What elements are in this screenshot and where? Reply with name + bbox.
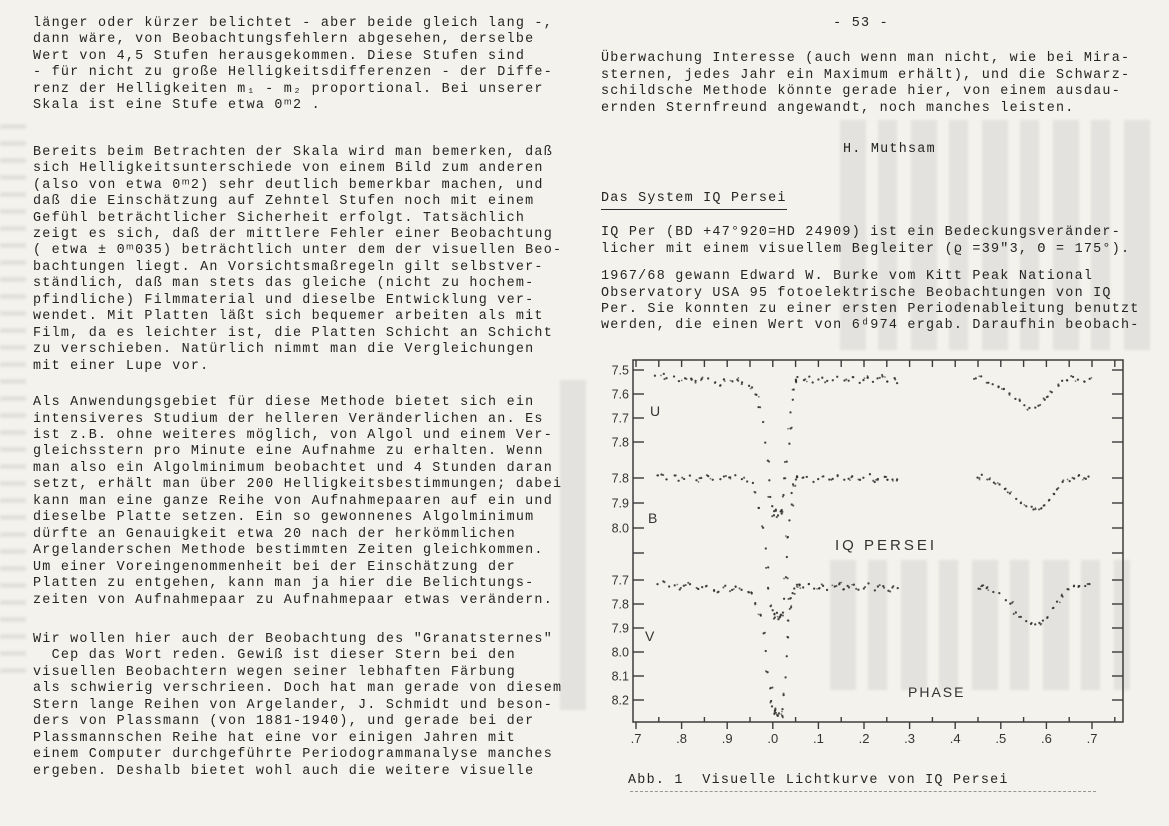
svg-text:.5: .5 — [995, 731, 1007, 746]
svg-text:7.8: 7.8 — [611, 435, 629, 450]
paragraph — [33, 632, 578, 780]
text-line: ders von Plassmann (von 1881-1940), und gerade bei der — [33, 714, 535, 730]
text-line: dieselbe Platte setzen. Ein so gewonnenes Algolminimum — [33, 510, 535, 526]
right-column — [601, 16, 1163, 335]
svg-text:8.0: 8.0 — [611, 645, 629, 660]
svg-text:.3: .3 — [904, 731, 916, 746]
author-signature: H. Muthsam — [843, 142, 936, 158]
text-line: Bereits beim Betrachten der Skala wird man bemerken, daß — [33, 144, 553, 160]
svg-text:.4: .4 — [949, 731, 961, 746]
text-line: Film, da es leichter ist, die Platten Schicht an Schicht — [33, 325, 553, 341]
text-line: Platten zu entgehen, kann man ja hier die Belichtungs- — [33, 576, 535, 592]
text-line: ständlich, daß man stets das gleiche (nicht zu hochem- — [33, 276, 535, 292]
text-line: dann wäre, von Beobachtungsfehlern abgesehen, derselbe — [33, 32, 535, 48]
svg-text:7.8: 7.8 — [611, 471, 629, 486]
text-line: mit einer Lupe vor. — [33, 358, 210, 374]
text-line: länger oder kürzer belichtet - aber beide gleich lang -, — [33, 16, 553, 31]
svg-text:.9: .9 — [721, 731, 733, 746]
light-curve-chart — [600, 350, 1165, 762]
text-line: renz der Helligkeiten m₁ - m₂ proportional. Bei unserer — [33, 81, 544, 97]
text-line: Wir wollen hier auch der Beobachtung des "Granatsternes" — [33, 631, 553, 647]
text-line: sich Helligkeitsunterschiede von einem Bild zum anderen — [33, 161, 544, 177]
text-line: ( etwa ± 0ᵐ035) beträchtlich unter dem der visuellen Beo- — [33, 243, 563, 259]
text-line: Um einer Voreingenommenheit bei der Einschätzung der — [33, 559, 516, 575]
svg-text:7.8: 7.8 — [611, 597, 629, 612]
svg-text:.7: .7 — [630, 731, 642, 746]
text-line: sternen, jedes Jahr ein Maximum erhält), und die Schwarz- — [601, 67, 1131, 83]
svg-text:.1: .1 — [812, 731, 824, 746]
left-column — [33, 16, 578, 780]
text-line: ist z.B. ohne weiteres möglich, von Algol und einem Ver- — [33, 427, 553, 443]
text-line: ergeben. Deshalb bietet wohl auch die weitere visuelle — [33, 763, 535, 779]
text-line: zu verschieben. Natürlich nimmt man die Vergleichungen — [33, 342, 535, 358]
svg-text:.7: .7 — [1086, 731, 1098, 746]
svg-text:.0: .0 — [767, 731, 779, 746]
paragraph — [601, 269, 1163, 335]
text-line: schildsche Methode könnte gerade hier, von einem ausdau- — [601, 84, 1121, 100]
svg-text:U: U — [650, 403, 661, 419]
svg-text:8.0: 8.0 — [611, 521, 629, 536]
text-line: Als Anwendungsgebiet für diese Methode bietet sich ein — [33, 395, 535, 411]
text-line: (also von etwa 0ᵐ2) sehr deutlich bemerkbar machen, und — [33, 177, 544, 193]
figure-caption: Abb. 1 Visuelle Lichtkurve von IQ Persei — [628, 773, 1009, 788]
text-line: setzt, erhält man über 200 Helligkeitsbestimmungen; dabei — [33, 477, 563, 493]
paragraph — [601, 51, 1163, 117]
text-line: werden, die einen Wert von 6ᵈ974 ergab. Daraufhin beobach- — [601, 318, 1140, 334]
svg-text:8.2: 8.2 — [611, 693, 629, 708]
svg-text:7.6: 7.6 — [611, 387, 629, 402]
svg-text:7.7: 7.7 — [611, 573, 629, 588]
text-line: Überwachung Interesse (auch wenn man nicht, wie bei Mira- — [601, 51, 1131, 67]
svg-text:7.7: 7.7 — [611, 411, 629, 426]
paragraph — [33, 395, 578, 609]
svg-text:8.1: 8.1 — [611, 669, 629, 684]
text-line: wendet. Mit Platten läßt sich bequemer arbeiten als mit — [33, 309, 544, 325]
section-heading: Das System IQ Persei — [601, 191, 787, 210]
text-line: Plassmannschen Reihe hat eine vor einigen Jahren mit — [33, 730, 516, 746]
text-line: licher mit einem visuellem Begleiter (ϱ =39″3, Θ = 175°). — [601, 241, 1131, 257]
svg-text:.8: .8 — [676, 731, 688, 746]
text-line: Wert von 4,5 Stufen herausgekommen. Diese Stufen sind — [33, 48, 526, 64]
text-line: dürfte an Genauigkeit etwa 20 nach der herkömmlichen — [33, 526, 516, 542]
bleedthrough-artifact — [0, 120, 26, 680]
text-line: Stern lange Reihen von Argelander, J. Schmidt und beson- — [33, 697, 553, 713]
text-line: IQ Per (BD +47°920=HD 24909) ist ein Bedeckungsveränder- — [601, 225, 1121, 241]
page-number: - 53 - — [833, 16, 889, 31]
text-line: Gefühl beträchtlicher Sicherheit erfolgt. Tatsächlich — [33, 210, 526, 226]
text-line: Cep das Wort reden. Gewiß ist dieser Stern bei den — [33, 648, 516, 664]
text-line: intensiveres Studium der helleren Veränderlichen an. Es — [33, 411, 544, 427]
text-line: gleichsstern pro Minute eine Aufnahme zu erhalten. Wenn — [33, 444, 544, 460]
text-line: Observatory USA 95 fotoelektrische Beobachtungen von IQ — [601, 285, 1112, 301]
text-line: zeigt es sich, daß der mittlere Fehler einer Beobachtung — [33, 226, 553, 242]
figure-light-curve — [600, 350, 1165, 762]
svg-text:7.5: 7.5 — [611, 363, 629, 378]
paragraph — [33, 145, 578, 375]
svg-text:IQ PERSEI: IQ PERSEI — [835, 537, 938, 554]
text-line: 1967/68 gewann Edward W. Burke vom Kitt Peak National — [601, 269, 1094, 285]
text-line: pfindliche) Filmmaterial und dieselbe Entwicklung ver- — [33, 292, 535, 308]
text-line: - für nicht zu große Helligkeitsdifferenzen - der Diffe- — [33, 65, 553, 81]
paragraph — [601, 225, 1163, 258]
text-line: kann man eine ganze Reihe von Aufnahmepaaren auf ein und — [33, 493, 553, 509]
svg-text:.6: .6 — [1040, 731, 1052, 746]
svg-text:7.9: 7.9 — [611, 621, 629, 636]
svg-text:V: V — [645, 628, 655, 644]
text-line: Per. Sie konnten zu einer ersten Periodenableitung benutzt — [601, 301, 1140, 317]
svg-text:.2: .2 — [858, 731, 870, 746]
svg-text:PHASE: PHASE — [908, 684, 966, 700]
text-line: ernden Sternfreund angewandt, noch manches leisten. — [601, 100, 1075, 116]
text-line: zeiten von Aufnahmepaar zu Aufnahmepaar etwas verändern. — [33, 592, 553, 608]
svg-text:7.9: 7.9 — [611, 496, 629, 511]
text-line: als schwierig verschrieen. Doch hat man gerade von diesem — [33, 681, 563, 697]
text-line: man also ein Algolminimum beobachtet und 4 Stunden daran — [33, 460, 553, 476]
text-line: Skala ist eine Stufe etwa 0ᵐ2 . — [33, 98, 321, 114]
scan-edge-line — [630, 791, 1096, 792]
text-line: einem Computer durchgeführte Periodogrammanalyse manches — [33, 747, 553, 763]
paragraph — [33, 16, 578, 115]
text-line: daß die Einschätzung auf Zehntel Stufen noch mit einem — [33, 194, 535, 210]
text-line: bachtungen liegt. An Vorsichtsmaßregeln gilt selbstver- — [33, 259, 544, 275]
svg-text:B: B — [648, 510, 658, 526]
text-line: visuellen Beobachtern wegen seiner lebhaften Färbung — [33, 664, 516, 680]
text-line: Argelanderschen Methode bestimmten Zeiten gleichkommen. — [33, 543, 544, 559]
